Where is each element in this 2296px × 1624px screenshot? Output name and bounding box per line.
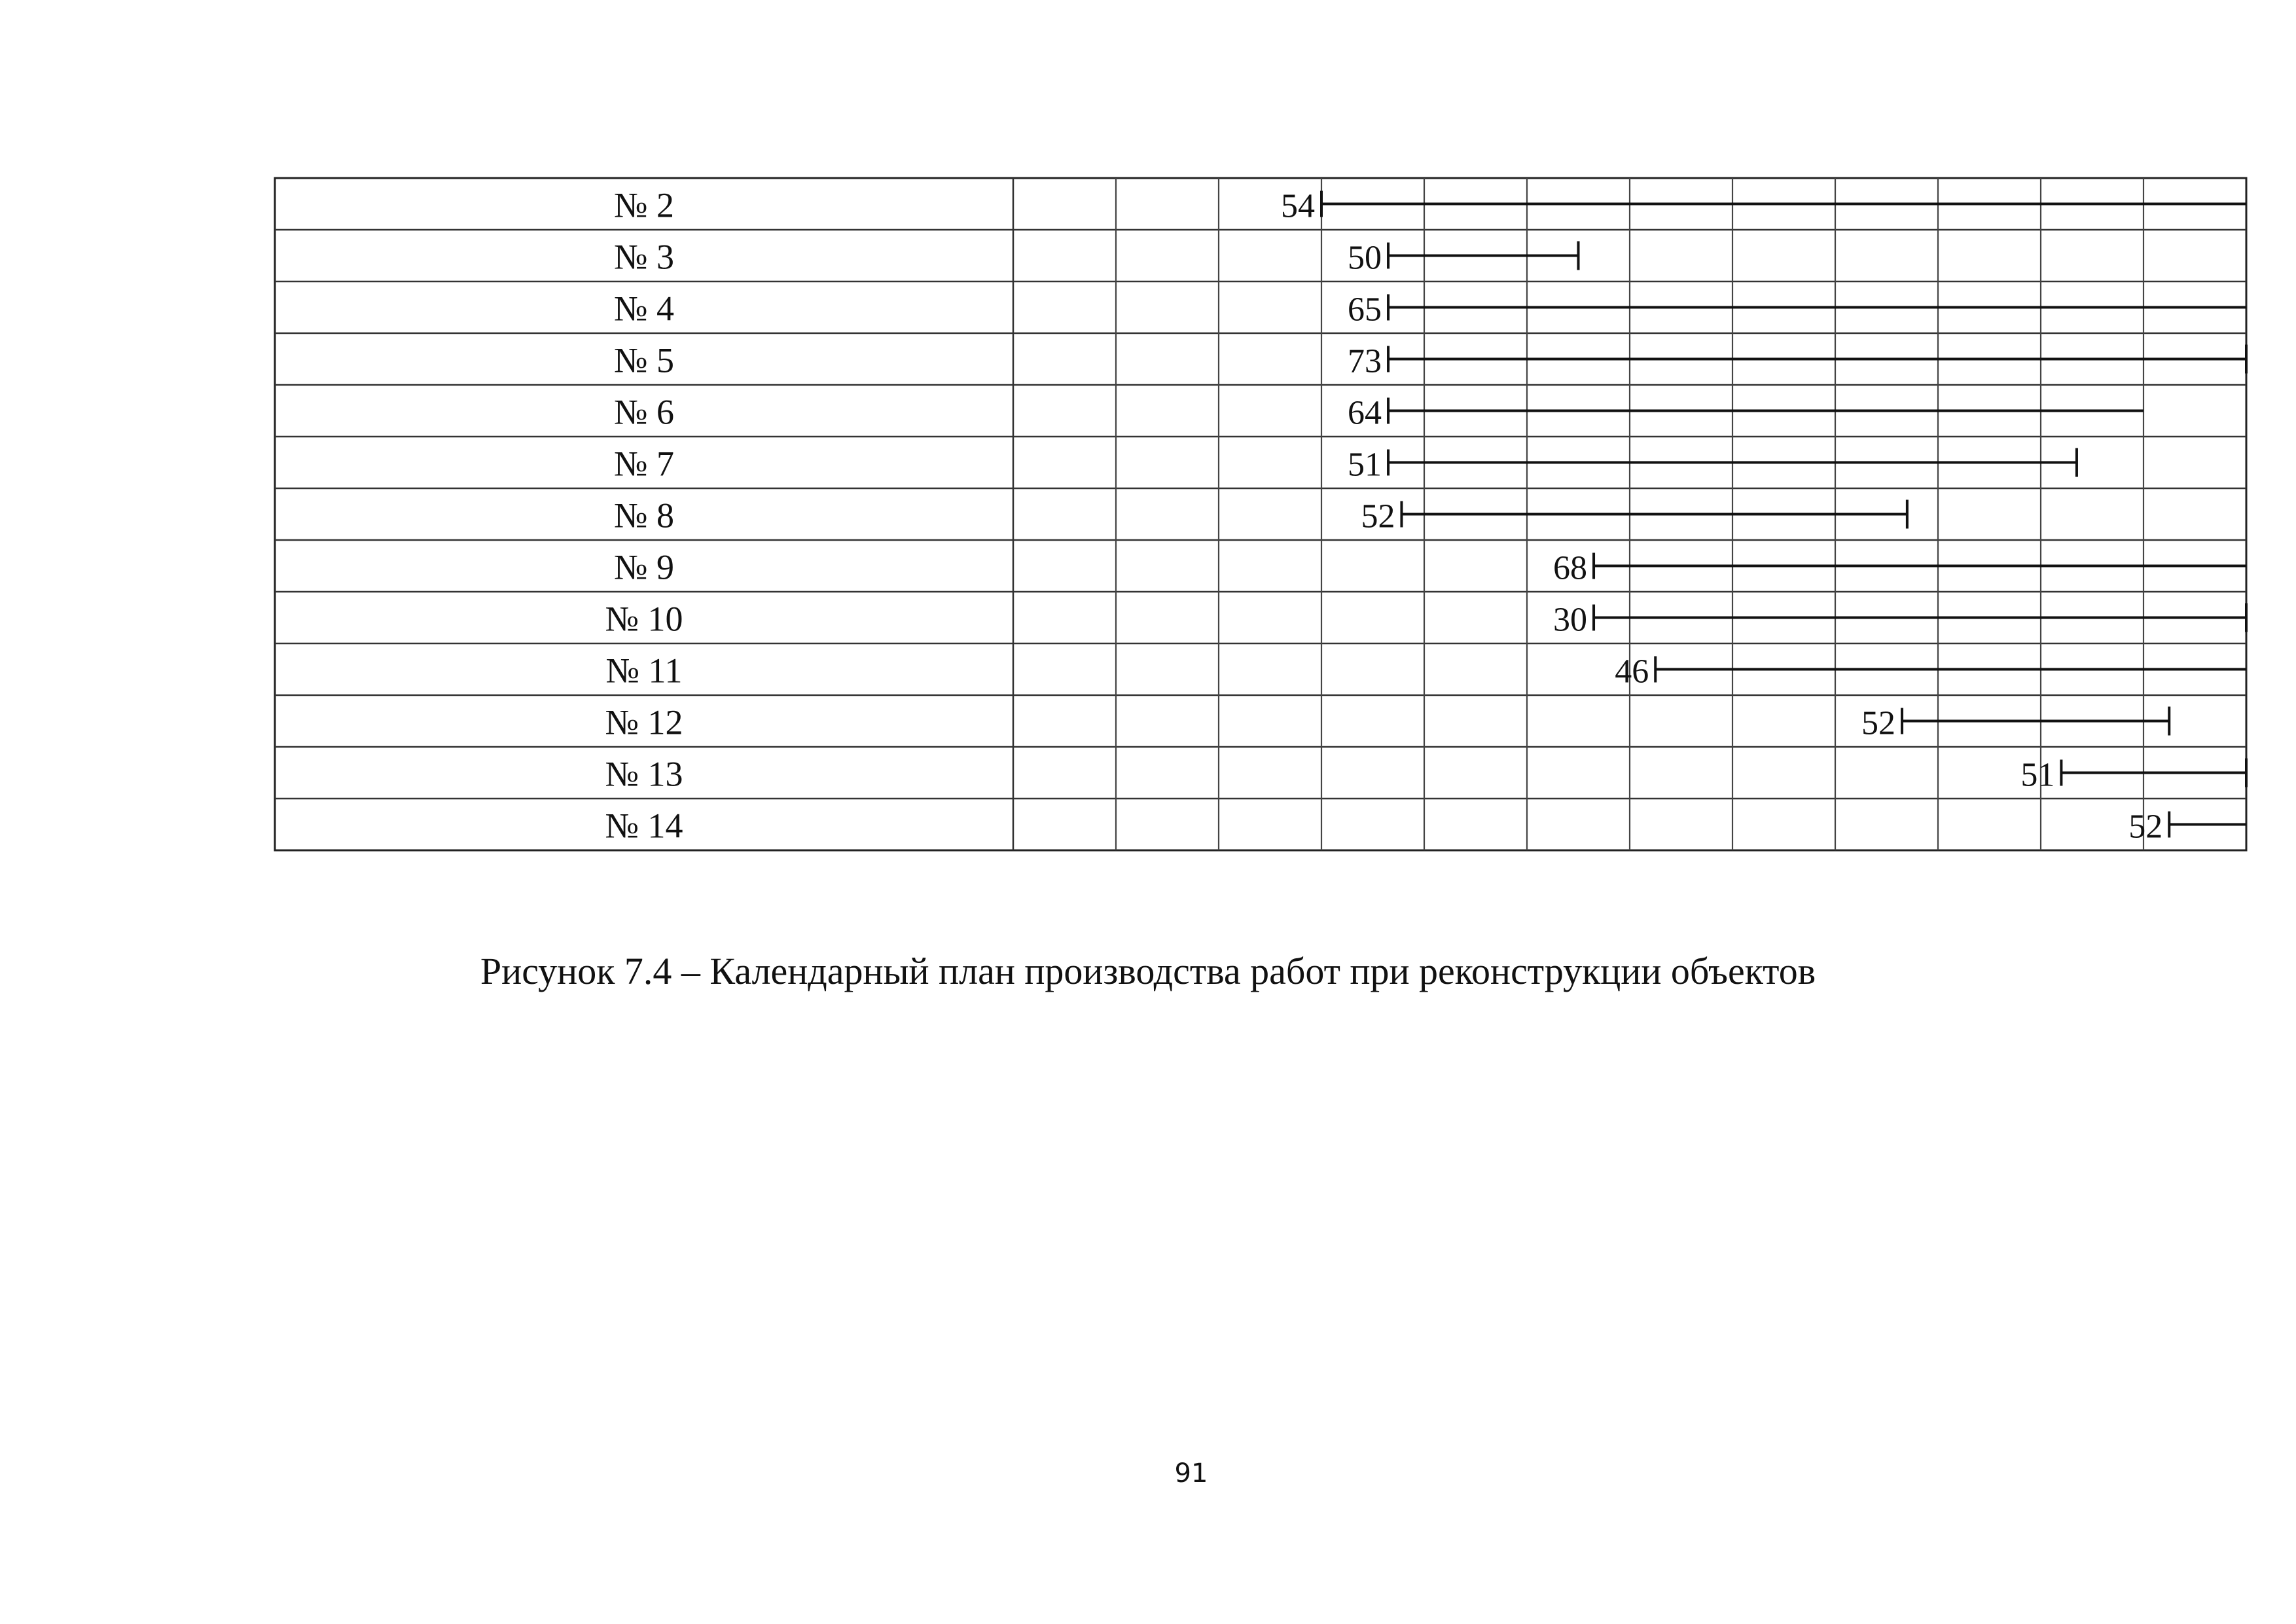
duration-label: 46 [1615,653,1649,691]
duration-label: 52 [2128,808,2163,846]
duration-label: 73 [1348,342,1382,380]
duration-label: 68 [1553,549,1588,587]
figure-caption: Рисунок 7.4 – Календарный план производства работ при реконструкции объектов [480,950,1816,992]
duration-label: 65 [1348,291,1382,329]
row-label: № 13 [605,754,683,794]
schedule-row [605,806,2246,846]
row-label: № 14 [605,806,683,846]
duration-label: 51 [1348,446,1382,484]
row-label: № 8 [613,496,675,535]
row-label: № 2 [613,185,675,225]
schedule-row [605,755,2246,794]
row-label: № 11 [605,651,683,691]
schedule-row [614,548,2246,587]
row-label: № 5 [613,340,675,380]
schedule-row [614,289,2246,329]
row-label: № 10 [605,599,683,639]
schedule-row [605,651,2246,691]
row-label: № 3 [613,237,675,277]
duration-label: 30 [1553,601,1588,639]
table-frame [275,178,2246,850]
duration-label: 52 [1361,497,1395,535]
schedule-row [614,238,1579,277]
duration-label: 51 [2020,756,2055,794]
schedule-row [614,393,2144,432]
row-label: № 4 [613,289,675,329]
schedule-row [614,341,2246,380]
row-label: № 6 [613,392,675,432]
schedule-row [614,444,2077,484]
schedule-row [614,496,1907,535]
duration-label: 50 [1348,239,1382,277]
row-label: № 9 [613,547,675,587]
row-label: № 12 [605,702,683,742]
duration-label: 64 [1348,394,1382,432]
schedule-row [614,186,2246,225]
schedule-row [605,703,2169,742]
duration-label: 52 [1861,704,1896,742]
schedule-row [605,600,2246,639]
page-number: 91 [1174,1458,1208,1489]
duration-label: 54 [1281,187,1315,225]
row-label: № 7 [613,444,675,484]
table-grid [275,178,2246,850]
